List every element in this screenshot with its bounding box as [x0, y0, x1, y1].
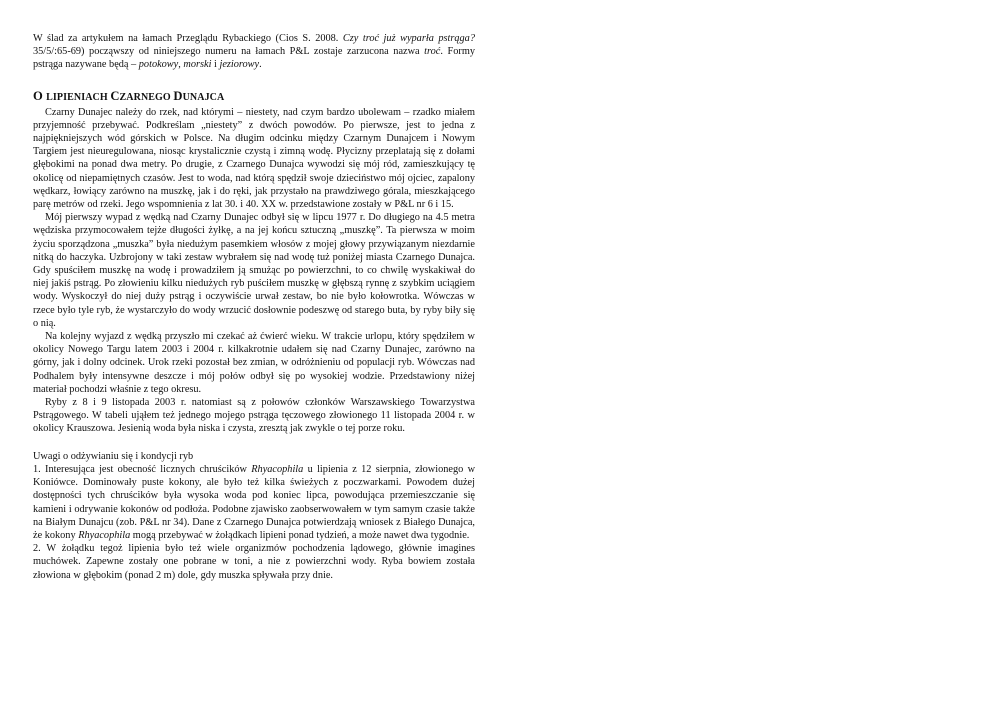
note-2: 2. W żołądku tegoż lipienia było też wiele organizmów pochodzenia lądowego, głównie imagines muchówek. Zapewne zostały one pobrane w toni, a nie z powierzchni wody. Ryba bowiem została złowiona w głębokim (ponad 2 m) dole, gdy muszka spływała przy dnie.	[33, 543, 475, 581]
title-part: O	[33, 88, 47, 103]
title-part: UNAJCA	[182, 91, 225, 103]
intro-text: i	[211, 59, 220, 71]
form-potokowy: potokowy	[138, 59, 179, 71]
title-part: C	[110, 88, 120, 103]
section-gap	[33, 436, 475, 450]
body-paragraph-4: Ryby z 8 i 9 listopada 2003 r. natomiast są z połowów członków Warszawskiego Towarzystwa Pstrągowego. W tabeli ująłem też jednego mojego pstrąga tęczowego złowionego 11 listopada 2004 r. w okolicy Krauszowa. Jesienią woda była niska i czysta, zresztą jak zwykle o tej porze roku.	[33, 397, 475, 435]
document-page	[33, 32, 475, 582]
species-name: Rhyacophila	[251, 463, 304, 475]
note-1	[33, 463, 475, 542]
species-name: Rhyacophila	[78, 529, 131, 541]
notes-heading: Uwagi o odżywianiu się i kondycji ryb	[33, 450, 194, 462]
intro-citation-title: Czy troć już wyparła pstrąga?	[342, 33, 475, 44]
intro-name-troc: troć	[424, 46, 441, 58]
intro-text: 35/5/:65-69) począwszy od niniejszego numeru na łamach P&L zostaje zarzucona nazwa	[33, 46, 425, 58]
intro-text: ,	[178, 59, 184, 71]
form-jeziorowy: jeziorowy	[219, 59, 260, 71]
intro-text: W ślad za artykułem na łamach Przeglądu Rybackiego (Cios S. 2008.	[33, 33, 343, 44]
body-paragraph-2: Mój pierwszy wypad z wędką nad Czarny Dunajec odbył się w lipcu 1977 r. Do długiego na 4.5 metra wędziska przymocowałem tejże długości żyłkę, a na jej końcu sztuczną „muszkę”. Ta pierwsza w moim życiu sporządzona „muszka” była niedużym pasemkiem włosów z mojej głowy przywiązanym niezdarnie nitką do haczyka. Uzbrojony w taki zestaw wybrałem się nad wodę tuż poniżej miasta Czarnego Dunajca. Gdy spuściłem muszkę na wodę i prowadziłem ją smużąc po powierzchni, to co chwilę wyskakiwał do niej jakiś pstrąg. Po złowieniu kilku niedużych ryb puściłem muszkę w głębszą rynnę z szybkim uciągiem wody. Wyskoczył do niej duży pstrąg i oczywiście urwał zestaw, bo nie było kołowrotka. Wówczas w rzece było tyle ryb, że wystarczyło do wody wrzucić dosłownie podeszwę od starego buta, by ryby biły się o nią.	[33, 212, 475, 329]
body-paragraph-3: Na kolejny wyjazd z wędką przyszło mi czekać aż ćwierć wieku. W trakcie urlopu, który spędziłem w okolicy Nowego Targu latem 2003 i 2004 r. kilkakrotnie udałem się nad Czarny Dunajec, zarówno na górny, jak i dolny odcinek. Urok rzeki pozostał bez zmian, w odróżnieniu od populacji ryb. Wówczas nad Podhalem były intensywne deszcze i mój połów odbył się po wysokiej wodzie. Przedstawiony niżej materiał pochodzi właśnie z tego okresu.	[33, 331, 475, 395]
intro-text: .	[259, 59, 262, 71]
intro-paragraph	[33, 32, 475, 72]
title-part: D	[173, 88, 183, 103]
note-text: u lipienia z 12 sierpnia, złowionego w Koniówce. Dominowały puste kokony, ale było też kilka świeżych z poczwarkami. Powodem dużej dostępności tych chruścików była wysoka woda pod koniec lipca, powodująca przemieszczanie się kamieni i odrywanie kokonów od podłoża. Podobne zjawisko zaobserwowałem w tym samym czasie także na Białym Dunajcu (zob. P&L nr 34). Dane z Czarnego Dunajca potwierdzają wniosek z Białego Dunajca, że kokony	[33, 463, 476, 541]
article-title	[33, 89, 475, 105]
note-text: mogą przebywać w żołądkach lipieni ponad tydzień, a może nawet dwa tygodnie.	[130, 529, 470, 541]
form-morski: morski	[183, 59, 212, 71]
note-text: 1. Interesująca jest obecność licznych chruścików	[33, 463, 252, 475]
title-part: LIPIENIACH	[46, 91, 111, 103]
title-part: ZARNEGO	[119, 91, 174, 103]
intro-text: . Formy pstrąga nazywane będą –	[33, 46, 475, 71]
body-paragraph-1: Czarny Dunajec należy do rzek, nad którymi – niestety, nad czym bardzo ubolewam – rzadko miałem przyjemność przebywać. Podkreślam „niestety” z dwóch powodów. Po pierwsze, jest to jedna z najpiękniejszych wód górskich w Polsce. Na długim odcinku między Czarnym Dunajcem i Nowym Targiem jest nieuregulowana, niosąc krystalicznie czystą i zimną wodę. Płycizny przeplatają się z dołami głębokimi na ponad dwa metry. Po drugie, z Czarnego Dunajca wywodzi się mój ród, zamieszkujący tę okolicę od niepamiętnych czasów. Jest to woda, nad którą spędził swoje dzieciństwo mój ojciec, zapalony wędkarz, łowiący zarówno na muszkę, jak i do ręki, jak przystało na prawdziwego górala, mieszkającego parę metrów od rzeki. Jego wspomnienia z lat 30. i 40. XX w. przedstawione zostały w P&L nr 6 i 15.	[33, 106, 475, 211]
